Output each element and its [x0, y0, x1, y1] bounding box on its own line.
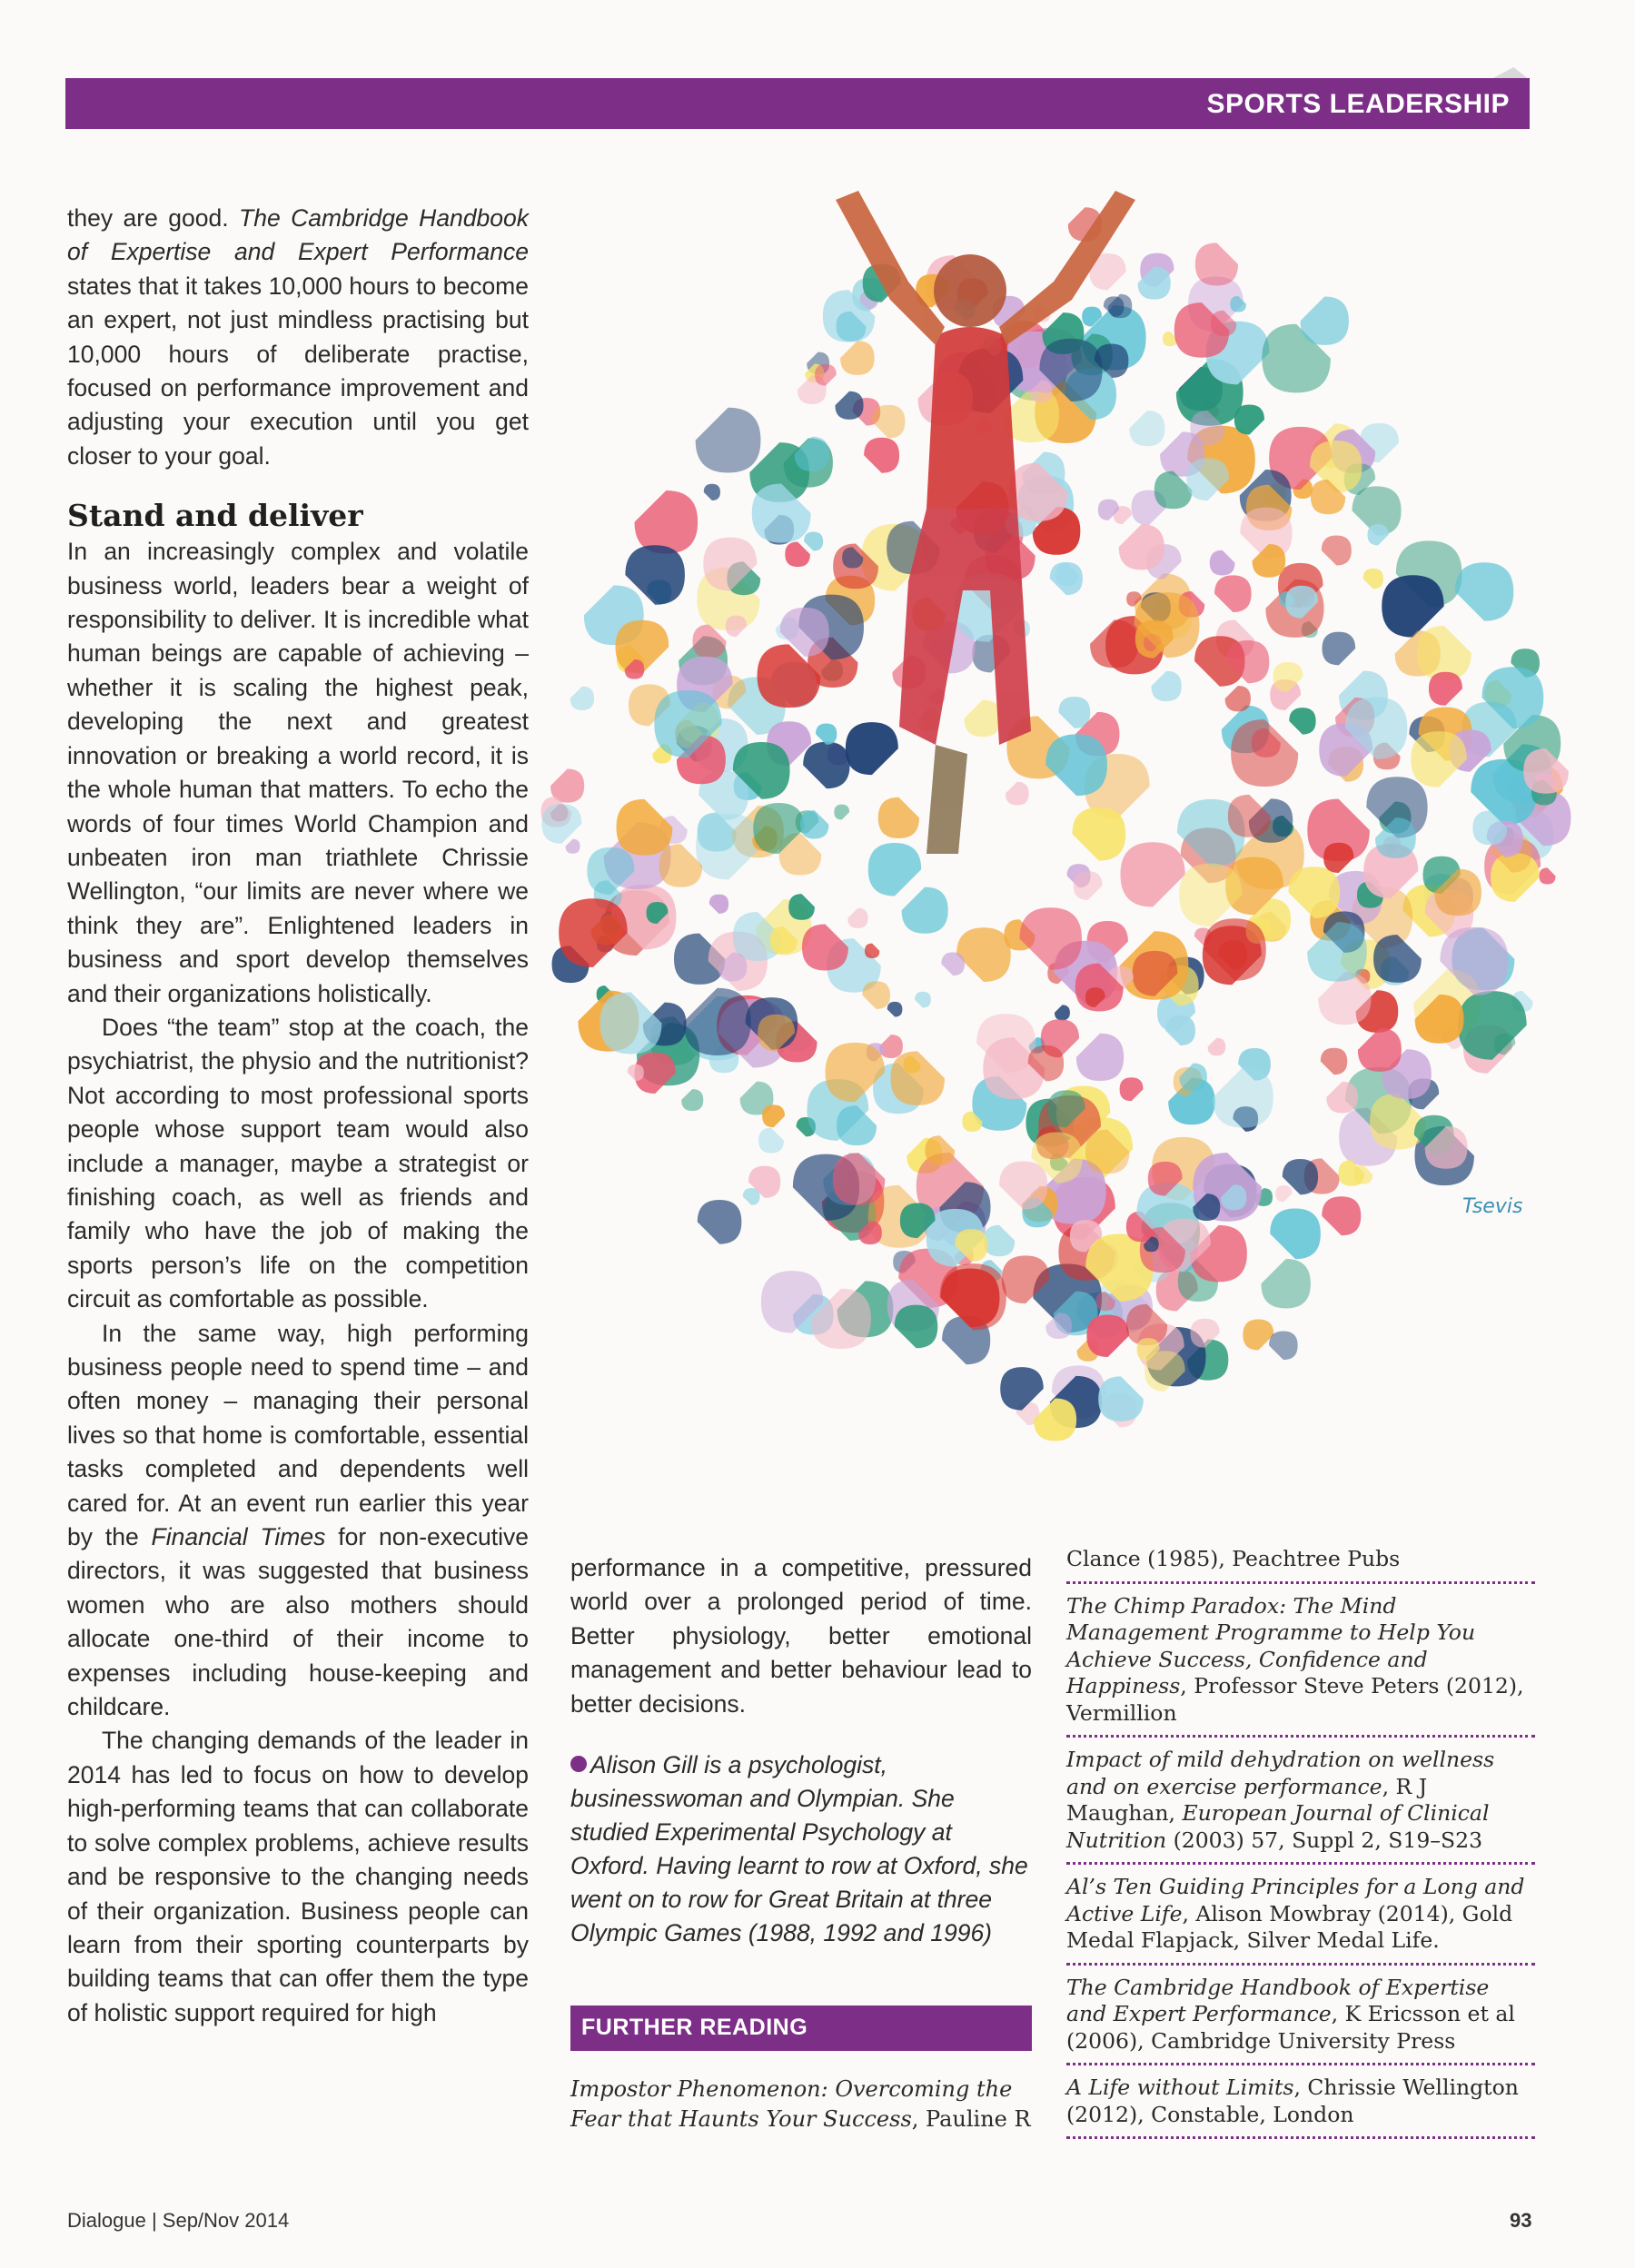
confetti-shape	[1019, 907, 1081, 969]
confetti-shape	[902, 887, 948, 934]
further-reading-title: FURTHER READING	[581, 2015, 808, 2040]
confetti-shape	[1228, 795, 1271, 837]
confetti-shape	[890, 1051, 945, 1105]
subheading: Stand and deliver	[67, 498, 363, 534]
paragraph: Does “the team” stop at the coach, the psychiatrist, the physio and the nutritionist? Not according to most professional sports people whose support team would also include a manager, maybe a strategist or finishing coach, as well as friends and family who have the job of making the sports person’s life on the competition circuit as comfortable as possible.	[67, 1013, 529, 1313]
reference-detail: , R J Maughan,	[1066, 1773, 1428, 1826]
confetti-shape	[541, 804, 581, 844]
book-title: The Cambridge Handbook of Expertise and Expert Performance	[67, 204, 529, 266]
confetti-shape	[704, 484, 720, 500]
confetti-shape	[559, 898, 628, 967]
confetti-shape	[1074, 871, 1103, 900]
reference-item	[1066, 1584, 1535, 1738]
reference-detail: Clance (1985), Peachtree Pubs	[1066, 1546, 1401, 1571]
confetti-shape	[835, 391, 863, 420]
confetti-shape	[1179, 864, 1242, 926]
confetti-shape	[846, 722, 898, 775]
text: they are good.	[67, 204, 240, 232]
confetti-shape	[800, 810, 828, 838]
confetti-shape	[1000, 1367, 1044, 1411]
confetti-shape	[1120, 842, 1184, 906]
confetti-shape	[1322, 632, 1355, 666]
further-reading-entry	[570, 2075, 1032, 2134]
confetti-shape	[1363, 569, 1383, 589]
confetti-shape	[1213, 1067, 1273, 1128]
confetti-shape	[1353, 1164, 1372, 1184]
confetti-shape	[1186, 458, 1229, 500]
confetti-shape	[659, 844, 703, 887]
reference-title: Impostor Phenomenon: Overcoming the Fear that Haunts Your Success	[570, 2076, 1013, 2132]
article-column-1	[67, 202, 529, 2030]
confetti-shape	[1214, 575, 1252, 612]
reference-detail: , Chrissie Wellington (2012), Constable, London	[1066, 2075, 1519, 2127]
confetti-shape	[1373, 935, 1422, 983]
confetti-shape	[1179, 1063, 1207, 1091]
confetti-shape	[795, 437, 829, 471]
confetti-shape	[681, 1089, 703, 1111]
section-title: SPORTS LEADERSHIP	[1206, 89, 1510, 119]
confetti-shape	[1086, 1314, 1129, 1357]
text: In the same way, high performing business people need to spend time – and often money – managing their personal lives so that home is comfortable, essential tasks completed and dependents well cared for. At an event run earlier this year by the	[67, 1319, 529, 1551]
reference-item	[1066, 1865, 1535, 1966]
confetti-shape	[1165, 1015, 1195, 1045]
confetti-shape	[840, 341, 875, 375]
confetti-shape	[1270, 1209, 1321, 1260]
confetti-shape	[887, 1002, 903, 1017]
text: states that it takes 10,000 hours to become an expert, not just mindless practising but 10,000 hours of deliberate practise, focused on performance improvement and adjusting your execution until you get closer to your goal.	[67, 272, 529, 470]
reference-detail: , Alison Mowbray (2014), Gold Medal Flapjack, Silver Medal Life.	[1066, 1900, 1513, 1953]
article-column-2	[570, 1551, 1032, 1950]
runner-torso	[926, 327, 1017, 518]
confetti-shape	[834, 805, 849, 820]
text: for non-executive directors, it was suggested that business women who are also mothers should allocate one-third of their income to expenses including house-keeping and childcare.	[67, 1523, 529, 1721]
confetti-shape	[1269, 1332, 1298, 1361]
confetti-shape	[1301, 297, 1349, 345]
confetti-shape	[868, 843, 921, 896]
page-number: 93	[1510, 2209, 1532, 2232]
reference-title: Impact of mild dehydration on wellness and on exercise performance	[1066, 1747, 1495, 1799]
confetti-shape	[941, 952, 965, 976]
reference-detail: , Pauline R	[911, 2106, 1031, 2132]
confetti-shape	[804, 531, 823, 550]
runner-head	[934, 254, 1006, 327]
reference-item	[1066, 1738, 1535, 1865]
confetti-shape	[1045, 1312, 1072, 1339]
paragraph	[67, 1317, 529, 1725]
confetti-shape	[1322, 535, 1352, 565]
confetti-shape	[1050, 562, 1083, 595]
bio-text: Alison Gill is a psychologist, businesswoman and Olympian. She studied Experimental Psychology at Oxford. Having learnt to row at Oxford, she went on to row for Great Britain at three Olympic Games (1988, 1992 and 1996)	[570, 1751, 1028, 1947]
confetti-shape	[762, 1104, 785, 1127]
confetti-shape	[1326, 1082, 1358, 1114]
bullet-dot-icon	[570, 1756, 587, 1772]
paragraph: The changing demands of the leader in 2014 has led to focus on how to develop high-performing teams that can collaborate to solve complex problems, achieve results and be responsive to the changing needs of their organization. Business people can learn from their sporting counterparts by building teams that can offer them the type of holistic support required for high	[67, 1727, 529, 2026]
confetti-shape	[1523, 748, 1569, 794]
confetti-shape	[999, 1162, 1047, 1210]
confetti-shape	[1034, 1399, 1076, 1441]
paragraph	[67, 202, 529, 473]
confetti-shape	[847, 908, 867, 928]
confetti-shape	[1006, 782, 1029, 806]
confetti-shape	[566, 839, 580, 854]
confetti-shape	[1288, 867, 1340, 918]
confetti-shape	[1098, 1376, 1144, 1421]
confetti-shape	[1129, 411, 1164, 446]
artist-signature: Tsevis	[1462, 1195, 1523, 1218]
confetti-shape	[785, 541, 810, 567]
confetti-shape	[1210, 550, 1235, 576]
confetti-shape	[1230, 296, 1246, 312]
runner-illustration	[509, 163, 1599, 1562]
confetti-shape	[1455, 562, 1513, 620]
confetti-shape	[1358, 1028, 1402, 1072]
confetti-shape	[984, 1225, 1016, 1257]
confetti-shape	[1208, 1038, 1226, 1056]
confetti-shape	[816, 724, 837, 745]
reference-title: The Cambridge Handbook of Expertise and Expert Performance	[1066, 1974, 1490, 2026]
author-bio	[570, 1748, 1032, 1950]
confetti-shape	[1225, 686, 1251, 711]
confetti-shape	[726, 616, 747, 637]
confetti-shape	[698, 1200, 742, 1244]
confetti-shape	[1234, 404, 1264, 434]
confetti-shape	[1458, 991, 1527, 1060]
confetti-shape	[815, 364, 837, 386]
confetti-shape	[1539, 867, 1555, 884]
confetti-shape	[628, 1065, 644, 1081]
reference-title: Al’s Ten Guiding Principles for a Long and Active Life	[1066, 1874, 1525, 1926]
confetti-shape	[1321, 1048, 1347, 1075]
confetti-shape	[1231, 719, 1298, 787]
confetti-shape	[956, 927, 1011, 982]
confetti-shape	[1367, 524, 1388, 545]
confetti-shape	[964, 699, 1001, 737]
reference-detail: (2003) 57, Suppl 2, S19–S23	[1166, 1827, 1483, 1853]
confetti-shape	[684, 988, 751, 1055]
confetti-shape	[1289, 708, 1315, 734]
paragraph: In an increasingly complex and volatile business world, leaders bear a weight of responsibility to deliver. It is incredible what human beings are capable of achieving – whether it is scaling the highest peak, developing the next and greatest innovation or breaking a world record, it is the whole human that matters. To echo the words of four times World Champion and unbeaten iron man triathlete Chrissie Wellington, “our limits are never where we think they are”. Enlightened leaders in business and sport develop themselves and their organizations holistically.	[67, 538, 529, 1007]
confetti-shape	[925, 1135, 955, 1165]
confetti-shape	[758, 1128, 784, 1154]
confetti-shape	[1429, 672, 1462, 706]
confetti-shape	[1151, 671, 1181, 701]
reference-detail: , K Ericsson et al (2006), Cambridge University Press	[1066, 2001, 1515, 2054]
confetti-shape	[1322, 1196, 1361, 1235]
footer-publication: Dialogue | Sep/Nov 2014	[67, 2209, 290, 2232]
confetti-shape	[1076, 1034, 1124, 1081]
confetti-shape	[895, 1305, 938, 1349]
confetti-shape	[878, 797, 919, 838]
confetti-shape	[915, 992, 931, 1008]
confetti-shape	[1072, 807, 1125, 861]
confetti-shape	[696, 408, 761, 473]
confetti-shape	[1120, 1077, 1144, 1101]
confetti-shape	[617, 799, 673, 856]
confetti-shape	[803, 742, 849, 788]
paragraph: performance in a competitive, pressured world over a prolonged period of time. Better physiology, better emotional management and better behaviour lead to better decisions.	[570, 1554, 1032, 1718]
confetti-shapes	[541, 207, 1571, 1441]
confetti-shape	[865, 944, 879, 958]
confetti-shape	[1119, 524, 1164, 569]
reference-journal: European Journal of Clinical Nutrition	[1066, 1800, 1490, 1853]
confetti-shape	[788, 894, 815, 920]
confetti-shape	[864, 438, 899, 473]
reference-title: A Life without Limits	[1066, 2075, 1294, 2100]
reference-item	[1066, 1966, 1535, 2066]
confetti-shape	[1058, 697, 1090, 728]
confetti-shape	[1154, 471, 1193, 510]
confetti-shape	[862, 981, 890, 1009]
reference-item	[1066, 1546, 1535, 1584]
runner-shin	[926, 745, 967, 854]
confetti-shape	[1195, 243, 1238, 285]
confetti-shape	[837, 1105, 877, 1145]
confetti-shape	[709, 895, 728, 914]
confetti-shape	[635, 490, 699, 554]
confetti-shape	[833, 1153, 886, 1205]
confetti-shape	[1045, 734, 1107, 796]
reference-detail: , Professor Steve Peters (2012), Vermillion	[1066, 1673, 1524, 1726]
confetti-shape	[1411, 731, 1467, 787]
confetti-shape	[941, 1269, 1000, 1328]
confetti-shape	[1055, 1005, 1070, 1020]
confetti-shape	[570, 687, 594, 710]
references-column	[1066, 1546, 1535, 2139]
confetti-shape	[696, 814, 762, 880]
confetti-shape	[872, 405, 906, 439]
reference-title: The Chimp Paradox: The Mind Management Programme to Help You Achieve Success, Confidence and Happiness	[1066, 1592, 1476, 1699]
confetti-shape	[802, 925, 848, 971]
publication-name: Financial Times	[151, 1523, 326, 1551]
confetti-shape	[1323, 843, 1353, 873]
confetti-shape	[1261, 1259, 1310, 1308]
confetti-shape	[1275, 1185, 1292, 1202]
confetti-shape	[600, 992, 661, 1054]
reference-item	[1066, 2065, 1535, 2139]
